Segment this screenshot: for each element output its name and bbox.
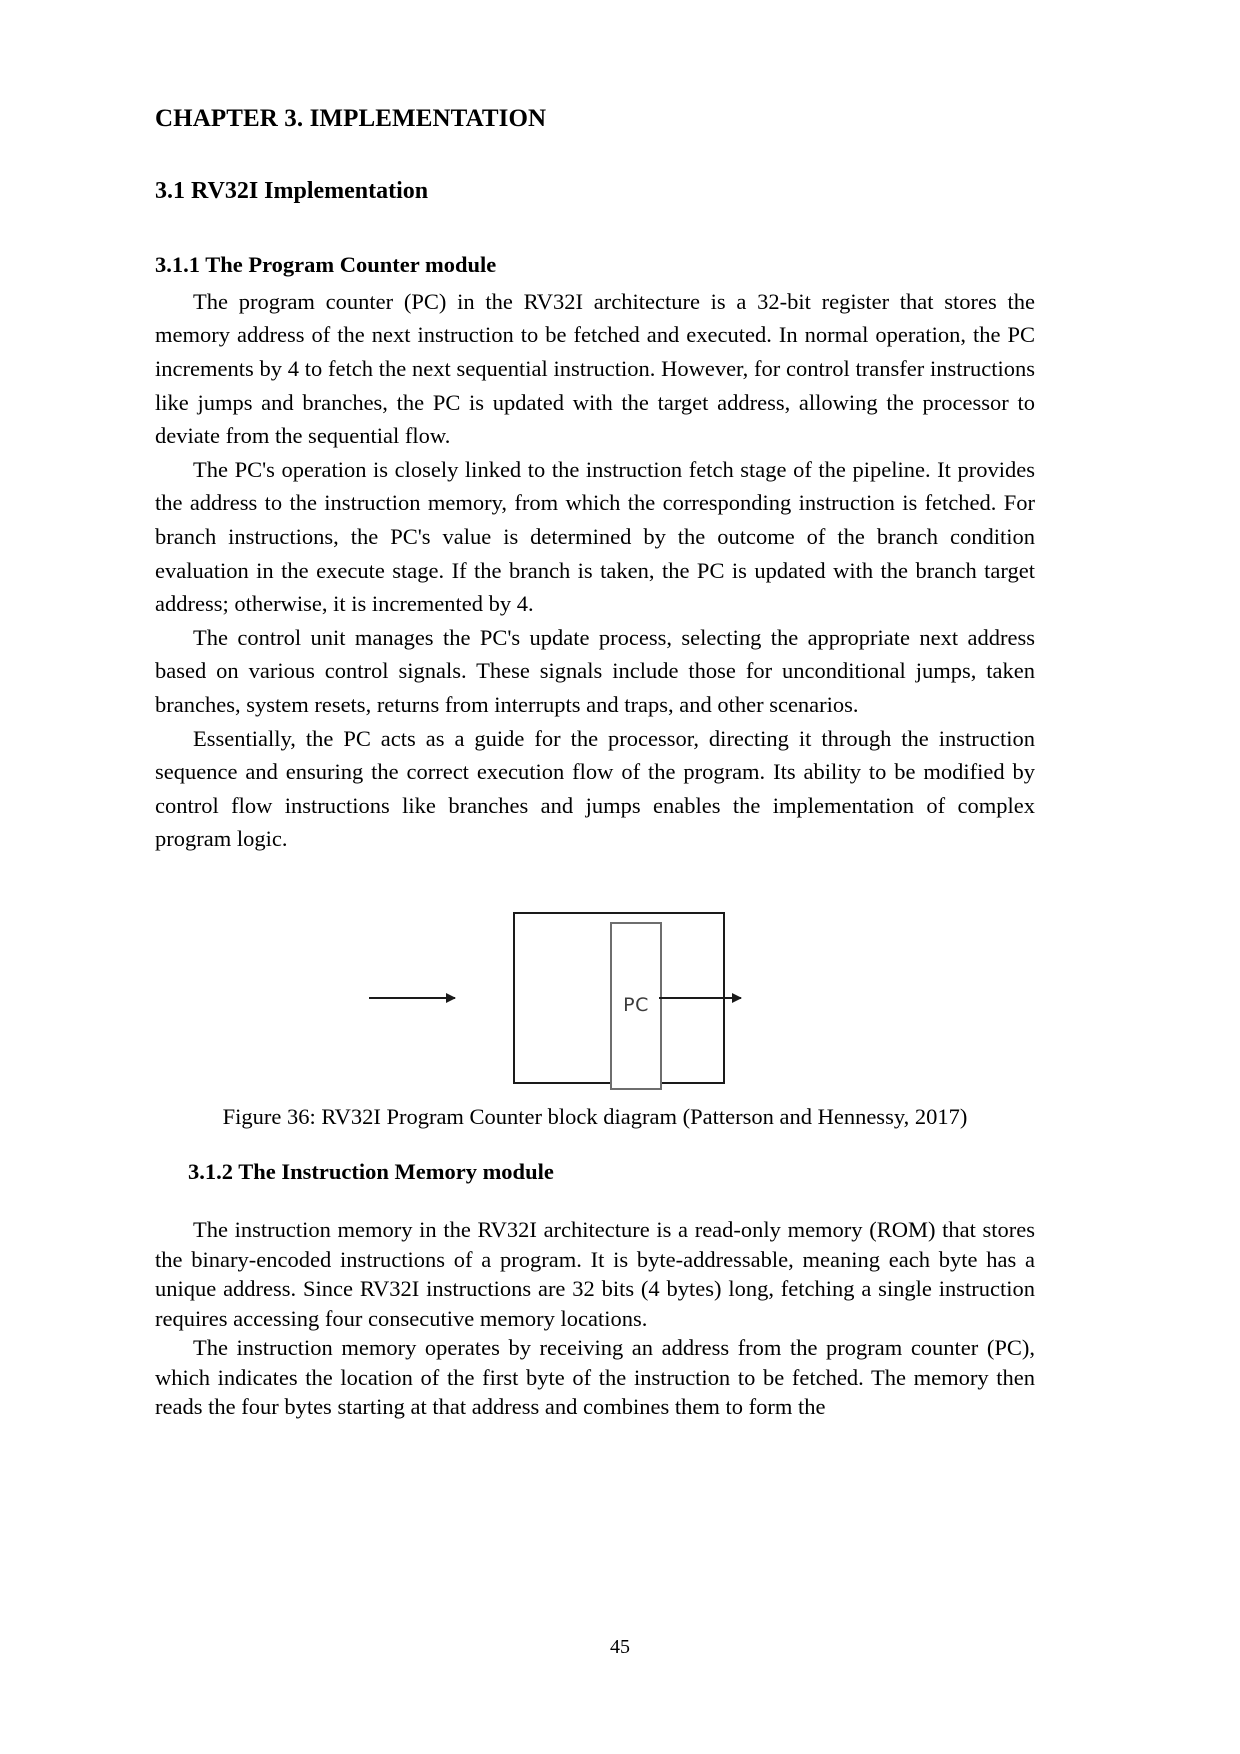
page-number: 45 [610,1636,630,1658]
section-heading-3-1-2: 3.1.2 The Instruction Memory module [188,1159,554,1185]
figure-caption: Figure 36: RV32I Program Counter block diagram (Patterson and Hennessy, 2017) [222,1103,968,1129]
section-heading-3-1-1: 3.1.1 The Program Counter module [155,251,497,277]
paragraph-essentially: Essentially, the PC acts as a guide for the processor, directing it through the instruction sequence and ensuring the correct execution flow of the program. Its ability to be modified by control flow instructions like branches and jumps enables the implementation of complex program logic. [155,725,1035,852]
paragraph-pc-operation: The PC's operation is closely linked to the instruction fetch stage of the pipeline. It provides the address to the instruction memory, from which the corresponding instruction is fetched. For branch instructions, the PC's value is determined by the outcome of the branch condition evaluation in the execute stage. If the branch is taken, the PC is updated with the branch target address; otherwise, it is incremented by 4. [155,456,1035,617]
paragraph-imem-operation: The instruction memory operates by receiving an address from the program counter (PC), which indicates the location of the first byte of the instruction to be fetched. The memory then reads the four bytes starting at that address and combines them to form the [155,1335,1035,1420]
paragraph-control-unit: The control unit manages the PC's update process, selecting the appropriate next address based on various control signals. These signals include those for unconditional jumps, taken branches, system resets, returns from interrupts and traps, and other scenarios. [155,624,1035,717]
pc-block-label: PC [623,994,649,1017]
page-content [155,0,1035,1422]
input-arrow-icon [369,997,455,999]
chapter-title: CHAPTER 3. IMPLEMENTATION [155,105,547,132]
figure-36-block-diagram [155,900,1035,1090]
output-arrow-icon [659,997,741,999]
section-heading-3-1: 3.1 RV32I Implementation [155,178,429,204]
pc-register-block [610,922,662,1090]
paragraph-imem-intro: The instruction memory in the RV32I architecture is a read-only memory (ROM) that stores the binary-encoded instructions of a program. It is byte-addressable, meaning each byte has a unique address. Since RV32I instructions are 32 bits (4 bytes) long, fetching a single instruction requires accessing four consecutive memory locations. [155,1217,1035,1331]
paragraph-pc-intro: The program counter (PC) in the RV32I architecture is a 32-bit register that stores the memory address of the next instruction to be fetched and executed. In normal operation, the PC increments by 4 to fetch the next sequential instruction. However, for control transfer instructions like jumps and branches, the PC is updated with the target address, allowing the processor to deviate from the sequential flow. [155,288,1035,449]
